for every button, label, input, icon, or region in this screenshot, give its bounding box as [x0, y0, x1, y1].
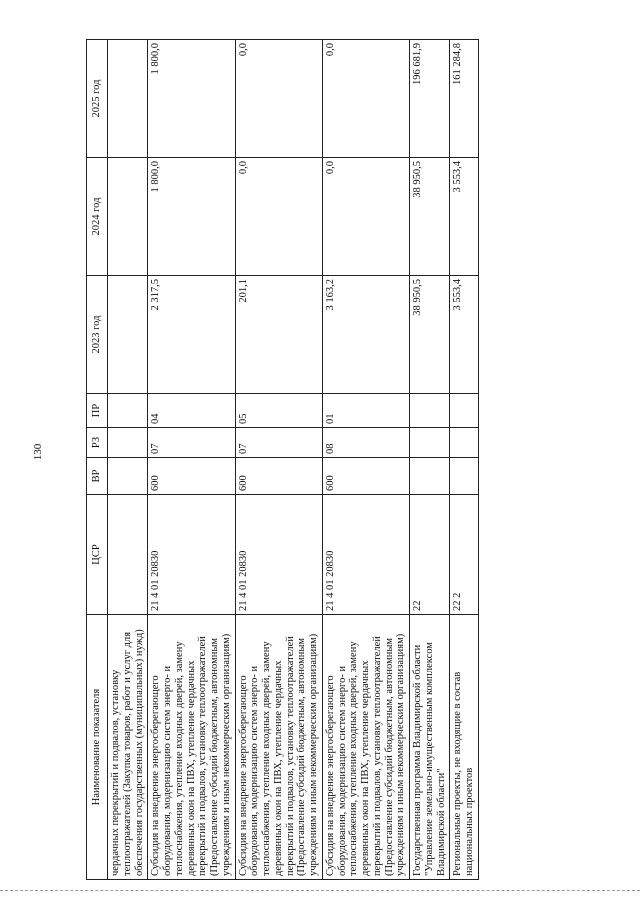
header-name: Наименование показателя — [87, 615, 108, 880]
header-rz: РЗ — [87, 428, 108, 458]
table-row — [410, 40, 450, 880]
row-csr: 22 2 — [450, 495, 479, 615]
row-csr: 22 — [410, 495, 450, 615]
row-vr: 600 — [322, 458, 409, 495]
row-2024: 0,0 — [322, 158, 409, 276]
row-2024: 0,0 — [235, 158, 322, 276]
row-name: Субсидия на внедрение энергосберегающего оборудования, модернизацию систем энерго- и теплоснабжения, утепление входных дверей, замену деревянных окон на ПВХ, утепление чердачных перекрытий и подвалов, установку теплоотражателей (Предоставление субсидий бюджетным, автономным учреждениям и иным некоммерческим организациям) — [322, 615, 409, 880]
row-rz — [410, 428, 450, 458]
row-2025: 196 681,9 — [410, 40, 450, 158]
row-rz: 08 — [322, 428, 409, 458]
row-2023: 3 163,2 — [322, 276, 409, 394]
table-row — [108, 40, 148, 880]
row-rz: 07 — [148, 428, 235, 458]
row-name: Государственная программа Владимирской области "Управление земельно-имущественным комплексом Владимирской области" — [410, 615, 450, 880]
row-2025: 1 800,0 — [148, 40, 235, 158]
row-vr — [108, 458, 148, 495]
table-row — [235, 40, 322, 880]
header-vr: ВР — [87, 458, 108, 495]
row-2025: 0,0 — [322, 40, 409, 158]
row-csr: 21 4 01 20830 — [148, 495, 235, 615]
table-row — [322, 40, 409, 880]
scan-edge-divider — [0, 890, 640, 891]
row-pr — [108, 394, 148, 428]
row-vr — [410, 458, 450, 495]
row-name: Субсидия на внедрение энергосберегающего оборудования, модернизацию систем энерго- и теплоснабжения, утепление входных дверей, замену деревянных окон на ПВХ, утепление чердачных перекрытий и подвалов, установку теплоотражателей (Предоставление субсидий бюджетным, автономным учреждениям и иным некоммерческим организациям) — [148, 615, 235, 880]
row-2025: 0,0 — [235, 40, 322, 158]
row-csr — [108, 495, 148, 615]
row-pr — [450, 394, 479, 428]
row-pr — [410, 394, 450, 428]
header-2024: 2024 год — [87, 158, 108, 276]
page-number: 130 — [32, 443, 44, 461]
budget-table — [86, 39, 479, 880]
row-2023: 201,1 — [235, 276, 322, 394]
header-2023: 2023 год — [87, 276, 108, 394]
row-2024: 3 553,4 — [450, 158, 479, 276]
row-vr: 600 — [235, 458, 322, 495]
row-csr: 21 4 01 20830 — [322, 495, 409, 615]
row-csr: 21 4 01 20830 — [235, 495, 322, 615]
row-name: Субсидия на внедрение энергосберегающего оборудования, модернизацию систем энерго- и теплоснабжения, утепление входных дверей, замену деревянных окон на ПВХ, утепление чердачных перекрытий и подвалов, установку теплоотражателей (Предоставление субсидий бюджетным, автономным учреждениям и иным некоммерческим организациям) — [235, 615, 322, 880]
row-pr: 01 — [322, 394, 409, 428]
row-rz: 07 — [235, 428, 322, 458]
row-vr: 600 — [148, 458, 235, 495]
row-2023: 2 317,5 — [148, 276, 235, 394]
row-2023: 3 553,4 — [450, 276, 479, 394]
header-csr: ЦСР — [87, 495, 108, 615]
rotated-page-content — [86, 40, 606, 880]
row-2023: 38 950,5 — [410, 276, 450, 394]
row-rz — [450, 428, 479, 458]
row-2025: 161 284,8 — [450, 40, 479, 158]
row-name: чердачных перекрытий и подвалов, установку теплоотражателей (Закупка товаров, работ и услуг для обеспечения государственных (муниципальных) нужд) — [108, 615, 148, 880]
table-header-row — [87, 40, 108, 880]
row-name: Региональные проекты, не входящие в состав национальных проектов — [450, 615, 479, 880]
row-2023 — [108, 276, 148, 394]
row-rz — [108, 428, 148, 458]
table-row — [450, 40, 479, 880]
row-2024: 38 950,5 — [410, 158, 450, 276]
header-pr: ПР — [87, 394, 108, 428]
table-row — [148, 40, 235, 880]
row-2024 — [108, 158, 148, 276]
row-pr: 04 — [148, 394, 235, 428]
row-pr: 05 — [235, 394, 322, 428]
row-2024: 1 800,0 — [148, 158, 235, 276]
header-2025: 2025 год — [87, 40, 108, 158]
row-2025 — [108, 40, 148, 158]
row-vr — [450, 458, 479, 495]
